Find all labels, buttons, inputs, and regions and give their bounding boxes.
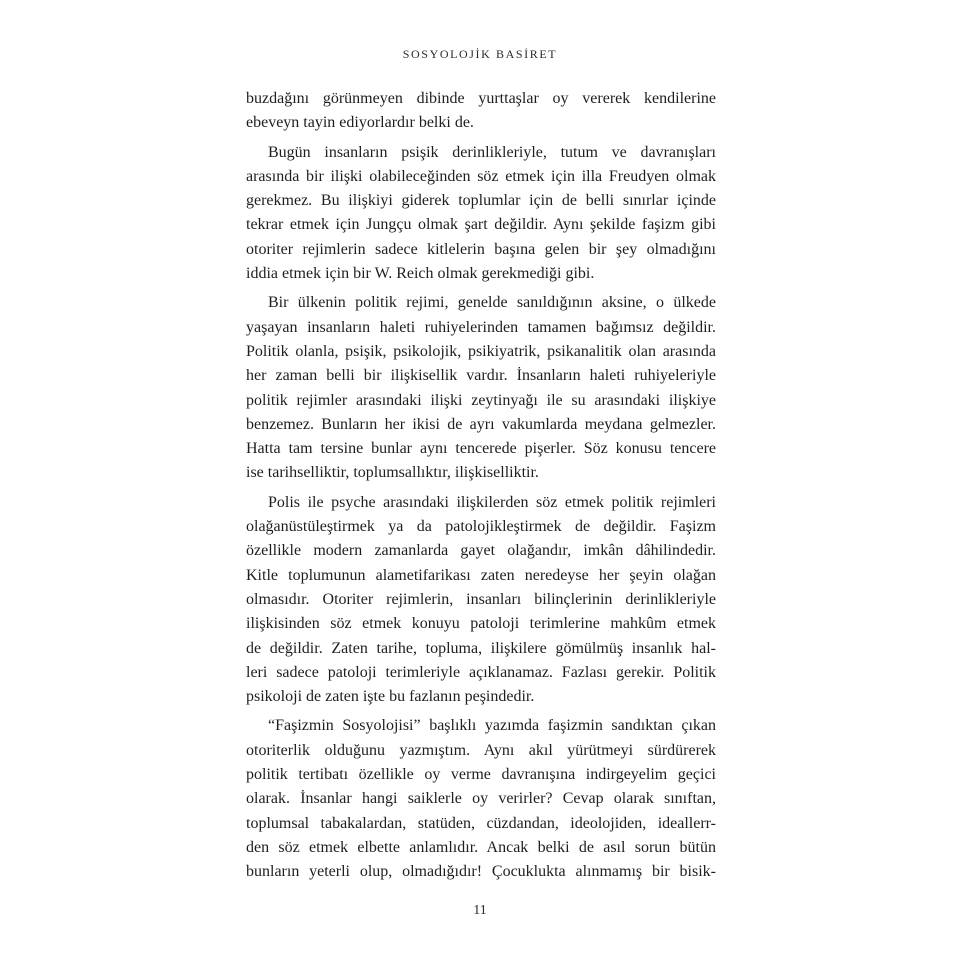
text-line: psikoloji de zaten işte bu fazlanın peşindedir.	[246, 688, 535, 706]
text-line: olağanüstüleştirmek ya da patolojikleştirmek de değildir. Faşizm	[246, 518, 716, 536]
text-line: de değildir. Zaten tarihe, topluma, ilişkilere gömülmüş insanlık hal-	[246, 639, 716, 657]
text-line: her zaman belli bir ilişkisellik vardır. İnsanların haleti ruhiyeleriyle	[246, 367, 716, 385]
text-line: olarak. İnsanlar hangi saiklerle oy verirler? Cevap olarak sınıftan,	[246, 790, 716, 808]
paragraph	[246, 714, 716, 884]
text-line: Polis ile psyche arasındaki ilişkilerden söz etmek politik rejimleri	[268, 493, 716, 511]
text-line: Bugün insanların psişik derinlikleriyle, tutum ve davranışları	[268, 143, 716, 161]
text-line: Kitle toplumunun alametifarikası zaten neredeyse her şeyin olağan	[246, 566, 716, 584]
paragraph	[246, 291, 716, 485]
paragraph	[246, 87, 716, 136]
text-line: “Faşizmin Sosyolojisi” başlıklı yazımda faşizmin sandıktan çıkan	[268, 717, 716, 735]
text-line: gerekmez. Bu ilişkiyi giderek toplumlar için de belli sınırlar içinde	[246, 192, 716, 210]
body-text	[246, 87, 716, 885]
text-line: politik rejimler arasındaki ilişki zeytinyağı ile su arasındaki ilişkiye	[246, 391, 716, 409]
text-line: ilişkisinden söz etmek konuyu patoloji terimlerine mahkûm etmek	[246, 615, 716, 633]
text-line: özellikle modern zamanlarda gayet olağandır, imkân dâhilindedir.	[246, 542, 716, 560]
running-head: SOSYOLOJİK BASİRET	[402, 47, 558, 61]
text-line: Bir ülkenin politik rejimi, genelde sanıldığının aksine, o ülkede	[268, 294, 716, 312]
text-line: leri sadece patoloji terimleriyle açıklanamaz. Fazlası gerekir. Politik	[246, 663, 716, 681]
text-line: den söz etmek elbette anlamlıdır. Ancak belki de asıl sorun bütün	[246, 838, 716, 856]
text-line: arasında bir ilişki olabileceğinden söz etmek için illa Freudyen olmak	[246, 167, 716, 185]
page-number: 11	[473, 903, 487, 918]
text-line: ebeveyn tayin ediyorlardır belki de.	[246, 114, 474, 132]
text-line: bunların yeterli olup, olmadığıdır! Çocuklukta alınmamış bir bisik-	[246, 863, 716, 881]
text-line: iddia etmek için bir W. Reich olmak gerekmediği gibi.	[246, 265, 595, 283]
text-line: otoriterlik olduğunu yazmıştım. Aynı akıl yürütmeyi sürdürerek	[246, 741, 716, 759]
text-line: olmasıdır. Otoriter rejimlerin, insanları bilinçlerinin derinlikleriyle	[246, 590, 716, 608]
text-line: tekrar etmek için Jungçu olmak şart değildir. Aynı şekilde faşizm gibi	[246, 216, 716, 234]
text-line: benzemez. Bunların her ikisi de ayrı vakumlarda meydana gelmezler.	[246, 415, 716, 433]
text-line: Politik olanla, psişik, psikolojik, psikiyatrik, psikanalitik olan arasında	[246, 342, 716, 360]
text-line: otoriter rejimlerin sadece kitlelerin başına gelen bir şey olmadığını	[246, 240, 716, 258]
text-line: ise tarihselliktir, toplumsallıktır, ilişkiselliktir.	[246, 464, 539, 482]
text-line: toplumsal tabakalardan, statüden, cüzdandan, ideolojiden, ideallerr-	[246, 814, 716, 832]
text-line: buzdağını görünmeyen dibinde yurttaşlar oy vererek kendilerine	[246, 90, 716, 107]
paragraph	[246, 141, 716, 287]
text-line: Hatta tam tersine bunlar aynı tencerede pişerler. Söz konusu tencere	[246, 440, 716, 458]
paragraph	[246, 491, 716, 710]
text-line: yaşayan insanların haleti ruhiyelerinden tamamen bağımsız değildir.	[246, 318, 716, 336]
text-line: politik tertibatı özellikle oy verme davranışına indirgeyelim geçici	[246, 766, 716, 784]
